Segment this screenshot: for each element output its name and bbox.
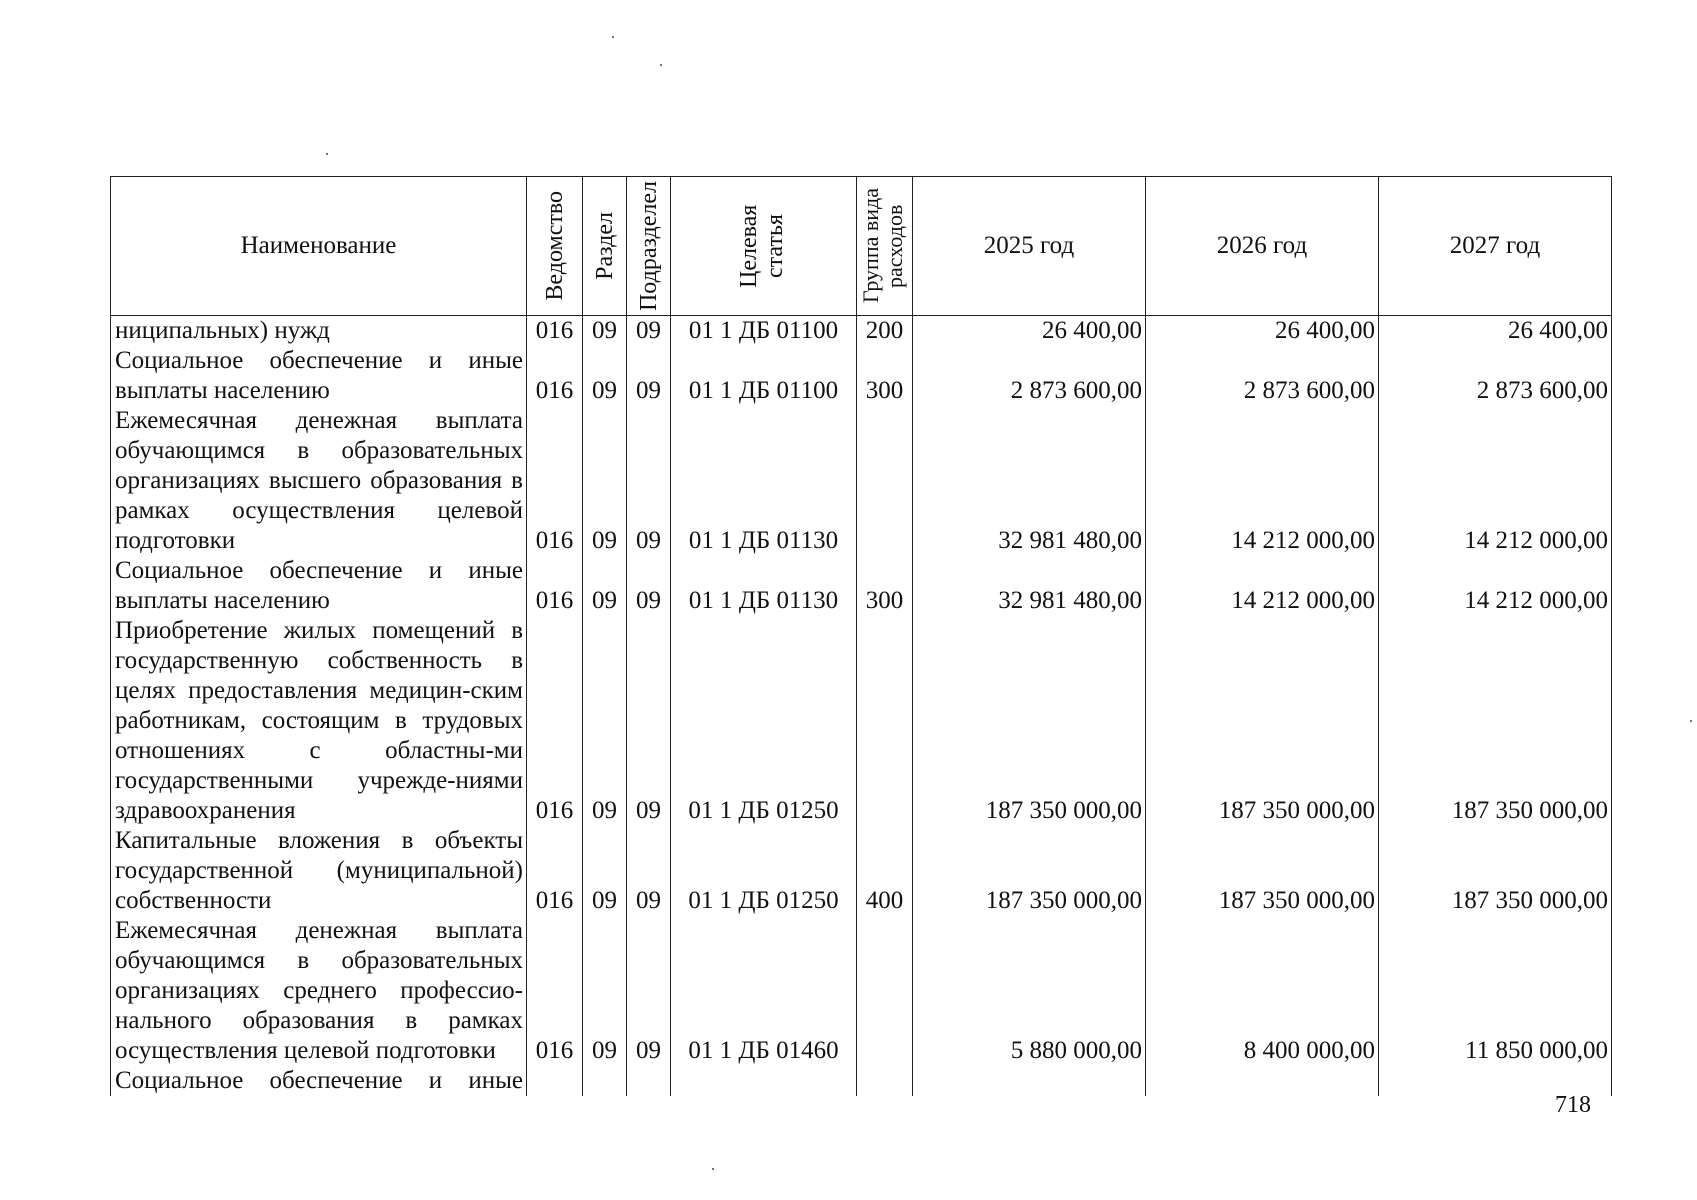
row-gruppa [857,406,913,556]
row-name: Социальное обеспечение и иные выплаты населению [111,346,527,406]
row-gruppa: 400 [857,826,913,916]
row-2025 [913,1066,1146,1096]
scan-speck [660,64,662,66]
row-podrazdel: 09 [627,406,671,556]
table-row [111,316,1612,347]
row-razdel: 09 [583,826,627,916]
row-celevaya: 01 1 ДБ 01130 [671,406,857,556]
row-2025: 32 981 480,00 [913,556,1146,616]
row-gruppa: 300 [857,556,913,616]
row-razdel: 09 [583,916,627,1066]
row-2026: 14 212 000,00 [1146,406,1379,556]
scan-speck [612,36,614,38]
row-2025: 5 880 000,00 [913,916,1146,1066]
row-2025: 26 400,00 [913,316,1146,347]
row-2025: 187 350 000,00 [913,616,1146,826]
header-gruppa: Группа вида расходов [857,177,913,316]
row-celevaya [671,1066,857,1096]
row-name: Социальное обеспечение и иные выплаты населению [111,556,527,616]
header-2025: 2025 год [913,177,1146,316]
row-razdel: 09 [583,346,627,406]
scan-speck [326,153,328,155]
row-podrazdel: 09 [627,916,671,1066]
row-name: Ежемесячная денежная выплата обучающимся в образовательных организациях среднего профессио-нального образования в рамках осуществления целевой подготовки [111,916,527,1066]
row-podrazdel: 09 [627,316,671,347]
row-podrazdel: 09 [627,346,671,406]
table-row [111,916,1612,1066]
scan-speck [1690,720,1692,722]
table-row [111,346,1612,406]
row-2026: 187 350 000,00 [1146,616,1379,826]
table-row [111,1066,1612,1096]
row-podrazdel: 09 [627,826,671,916]
row-2026: 8 400 000,00 [1146,916,1379,1066]
row-celevaya: 01 1 ДБ 01460 [671,916,857,1066]
header-vedomstvo: Ведомство [527,177,583,316]
row-gruppa [857,616,913,826]
row-name: Ежемесячная денежная выплата обучающимся в образовательных организациях высшего образования в рамках осуществления целевой подготовки [111,406,527,556]
header-2026: 2026 год [1146,177,1379,316]
row-vedomstvo: 016 [527,406,583,556]
row-razdel [583,1066,627,1096]
row-gruppa: 300 [857,346,913,406]
row-razdel: 09 [583,556,627,616]
row-podrazdel: 09 [627,616,671,826]
budget-table [110,176,1612,1096]
row-podrazdel [627,1066,671,1096]
row-celevaya: 01 1 ДБ 01130 [671,556,857,616]
row-2026: 14 212 000,00 [1146,556,1379,616]
row-razdel: 09 [583,616,627,826]
row-2026: 187 350 000,00 [1146,826,1379,916]
row-gruppa: 200 [857,316,913,347]
row-2027: 14 212 000,00 [1379,556,1612,616]
row-2026: 26 400,00 [1146,316,1379,347]
row-2025: 2 873 600,00 [913,346,1146,406]
row-name: ниципальных) нужд [111,316,527,347]
header-2027: 2027 год [1379,177,1612,316]
table-header-row [111,177,1612,316]
row-2027: 2 873 600,00 [1379,346,1612,406]
row-2025: 32 981 480,00 [913,406,1146,556]
header-name: Наименование [111,177,527,316]
page-number: 718 [1555,1092,1591,1118]
row-2026 [1146,1066,1379,1096]
row-gruppa [857,916,913,1066]
row-celevaya: 01 1 ДБ 01250 [671,616,857,826]
header-celevaya: Целевая статья [671,177,857,316]
row-celevaya: 01 1 ДБ 01100 [671,346,857,406]
row-vedomstvo [527,1066,583,1096]
row-2027: 187 350 000,00 [1379,616,1612,826]
row-vedomstvo: 016 [527,556,583,616]
row-celevaya: 01 1 ДБ 01100 [671,316,857,347]
header-razdel: Раздел [583,177,627,316]
row-vedomstvo: 016 [527,916,583,1066]
row-vedomstvo: 016 [527,316,583,347]
row-name: Капитальные вложения в объекты государственной (муниципальной) собственности [111,826,527,916]
row-vedomstvo: 016 [527,346,583,406]
scan-speck [712,1168,714,1170]
row-razdel: 09 [583,316,627,347]
table-row [111,616,1612,826]
header-podrazdel: Подразделел [627,177,671,316]
table-row [111,826,1612,916]
row-2027: 187 350 000,00 [1379,826,1612,916]
row-gruppa [857,1066,913,1096]
row-vedomstvo: 016 [527,616,583,826]
row-celevaya: 01 1 ДБ 01250 [671,826,857,916]
row-name: Социальное обеспечение и иные [111,1066,527,1096]
table-row [111,556,1612,616]
row-name: Приобретение жилых помещений в государственную собственность в целях предоставления медицин-ским работникам, состоящим в трудовых отношениях с областны-ми государственными учрежде-ниями здравоохранения [111,616,527,826]
row-2027: 26 400,00 [1379,316,1612,347]
row-razdel: 09 [583,406,627,556]
row-vedomstvo: 016 [527,826,583,916]
row-2027: 11 850 000,00 [1379,916,1612,1066]
row-2026: 2 873 600,00 [1146,346,1379,406]
row-podrazdel: 09 [627,556,671,616]
table-row [111,406,1612,556]
row-2027: 14 212 000,00 [1379,406,1612,556]
row-2025: 187 350 000,00 [913,826,1146,916]
